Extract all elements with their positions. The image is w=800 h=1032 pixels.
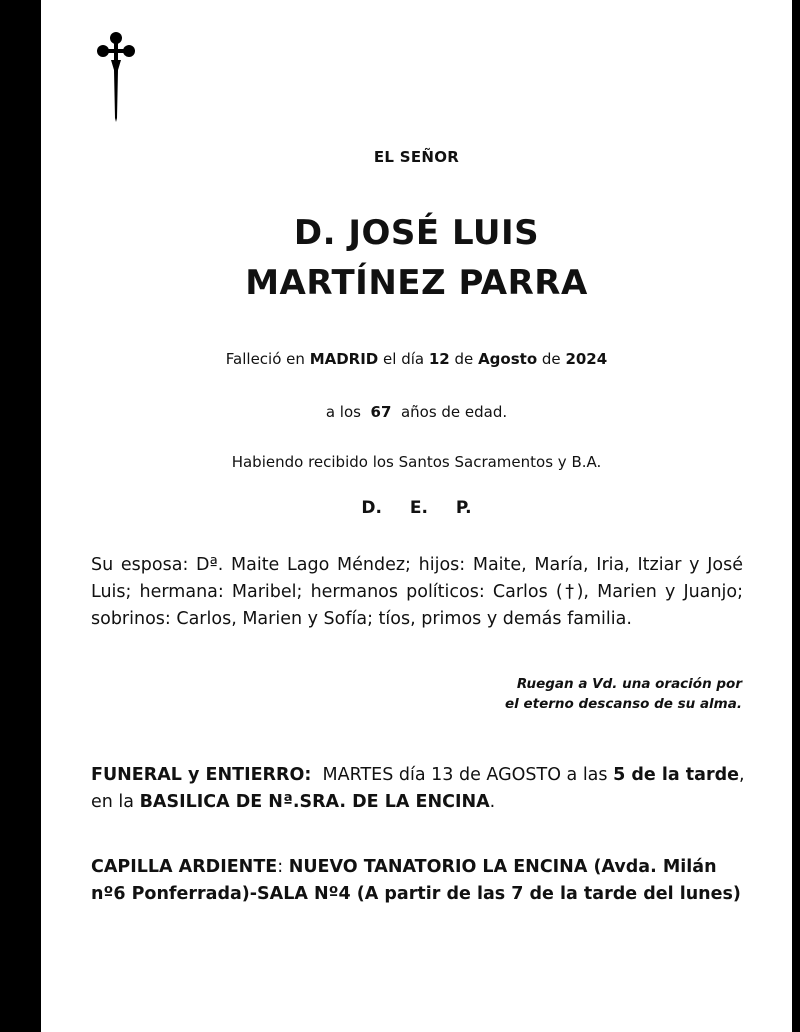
header-title: EL SEÑOR: [373, 148, 460, 166]
family-paragraph: Su esposa: Dª. Maite Lago Méndez; hijos: Maite, María, Iria, Itziar y José Luis; hermana: Maribel; hermanos políticos: Carlos (†), Marien y Juanjo; sobrinos: Carlos, Marien y Sofía; tíos, primos y demás familia.: [91, 555, 743, 629]
chapel-label: CAPILLA ARDIENTE: [91, 857, 278, 877]
chapel-info: [91, 854, 751, 908]
death-prefix: Falleció en: [225, 350, 305, 368]
death-info: [41, 350, 792, 368]
chapel-sep: :: [277, 857, 289, 877]
death-mid1: el día: [383, 350, 425, 368]
chapel-text: NUEVO TANATORIO LA ENCINA (Avda. Milán nº6 Ponferrada)-SALA Nº4 (A partir de las 7 de la tarde del lunes): [91, 857, 741, 904]
obituary-page: [41, 0, 792, 1032]
funeral-label: FUNERAL y ENTIERRO:: [91, 765, 312, 785]
age-suffix: años de edad.: [400, 403, 508, 421]
sacraments-text: Habiendo recibido los Santos Sacramentos y B.A.: [231, 453, 602, 471]
funeral-text2: ,: [738, 765, 745, 785]
funeral-info: [91, 762, 751, 816]
rip-text: D. E. P.: [361, 498, 472, 518]
age-info: [41, 403, 792, 421]
death-year: 2024: [565, 350, 608, 368]
prayer-request: [342, 674, 742, 714]
death-day: 12: [428, 350, 450, 368]
funeral-time: 5 de la tarde: [613, 765, 739, 785]
age-value: 67: [370, 403, 392, 421]
funeral-text1: MARTES día 13 de AGOSTO a las: [322, 765, 608, 785]
cross-icon: [94, 30, 138, 122]
funeral-text4: .: [489, 792, 496, 812]
funeral-text3: en la: [91, 792, 135, 812]
death-place: MADRID: [309, 350, 379, 368]
prayer-line1: Ruegan a Vd. una oración por: [516, 676, 742, 692]
prayer-line2: el eterno descanso de su alma.: [505, 696, 742, 712]
deceased-name-line2: MARTÍNEZ PARRA: [245, 263, 588, 303]
death-mid2: de: [454, 350, 474, 368]
death-mid3: de: [541, 350, 561, 368]
deceased-name-line1: D. JOSÉ LUIS: [293, 213, 540, 253]
funeral-place: BASILICA DE Nª.SRA. DE LA ENCINA: [139, 792, 490, 812]
death-month: Agosto: [478, 350, 538, 368]
deceased-name: [41, 208, 792, 308]
age-prefix: a los: [325, 403, 361, 421]
